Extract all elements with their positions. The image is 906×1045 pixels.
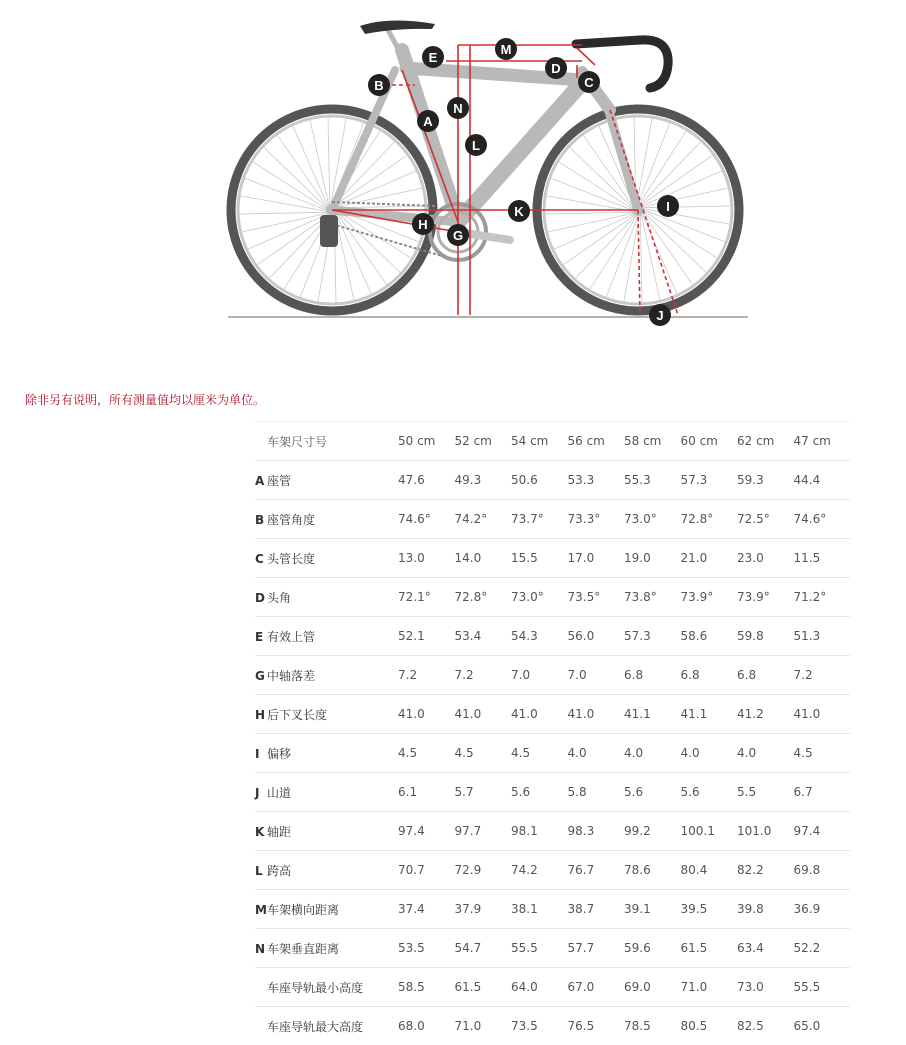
- svg-text:A: A: [423, 114, 433, 129]
- table-cell: 53.4: [455, 617, 512, 656]
- marker-B: [368, 74, 390, 96]
- marker-N: [447, 97, 469, 119]
- table-cell: 7.2: [398, 656, 455, 695]
- table-cell: 55.3: [624, 461, 681, 500]
- table-cell: 74.2°: [455, 500, 512, 539]
- table-cell: 97.4: [398, 812, 455, 851]
- marker-H: [412, 213, 434, 235]
- row-letter: C: [255, 552, 267, 566]
- row-label: [255, 1007, 398, 1045]
- table-cell: 5.6: [681, 773, 738, 812]
- table-cell: 72.5°: [737, 500, 794, 539]
- table-cell: 54.7: [455, 929, 512, 968]
- table-row: [255, 890, 850, 929]
- table-cell: 5.8: [568, 773, 625, 812]
- row-name: 座管: [267, 474, 291, 488]
- table-cell: 55.5: [511, 929, 568, 968]
- table-cell: 58.6: [681, 617, 738, 656]
- table-cell: 19.0: [624, 539, 681, 578]
- table-row: [255, 968, 850, 1007]
- row-name: 车座导轨最大高度: [267, 1020, 363, 1034]
- marker-L: [465, 134, 487, 156]
- table-cell: 51.3: [794, 617, 851, 656]
- row-letter: L: [255, 864, 267, 878]
- bike-frame: [332, 30, 638, 222]
- svg-text:H: H: [418, 217, 427, 232]
- svg-text:B: B: [374, 78, 383, 93]
- table-row: [255, 1007, 850, 1045]
- table-cell: 6.8: [737, 656, 794, 695]
- svg-text:K: K: [514, 204, 524, 219]
- table-cell: 49.3: [455, 461, 512, 500]
- table-row: [255, 617, 850, 656]
- marker-J: [649, 304, 671, 326]
- row-letter: G: [255, 669, 267, 683]
- table-cell: 53.5: [398, 929, 455, 968]
- table-cell: 57.7: [568, 929, 625, 968]
- table-cell: 7.2: [794, 656, 851, 695]
- table-cell: 74.2: [511, 851, 568, 890]
- table-cell: 100.1: [681, 812, 738, 851]
- table-cell: 13.0: [398, 539, 455, 578]
- table-cell: 52.1: [398, 617, 455, 656]
- row-name: 头角: [267, 591, 291, 605]
- table-cell: 73.7°: [511, 500, 568, 539]
- size-header: 56 cm: [568, 422, 625, 461]
- table-cell: 39.5: [681, 890, 738, 929]
- svg-text:G: G: [453, 228, 463, 243]
- marker-I: [657, 195, 679, 217]
- size-header: 54 cm: [511, 422, 568, 461]
- table-cell: 73.9°: [681, 578, 738, 617]
- size-header: 62 cm: [737, 422, 794, 461]
- table-header-row: [255, 422, 850, 461]
- row-letter: D: [255, 591, 267, 605]
- row-label: [255, 812, 398, 851]
- table-cell: 99.2: [624, 812, 681, 851]
- table-row: [255, 695, 850, 734]
- svg-text:C: C: [584, 75, 594, 90]
- table-cell: 41.1: [681, 695, 738, 734]
- table-cell: 82.5: [737, 1007, 794, 1045]
- table-cell: 72.1°: [398, 578, 455, 617]
- table-cell: 74.6°: [794, 500, 851, 539]
- row-letter: K: [255, 825, 267, 839]
- table-cell: 61.5: [681, 929, 738, 968]
- row-letter: M: [255, 903, 267, 917]
- row-letter: N: [255, 942, 267, 956]
- row-label: [255, 461, 398, 500]
- table-cell: 23.0: [737, 539, 794, 578]
- row-letter: A: [255, 474, 267, 488]
- row-name: 轴距: [267, 825, 291, 839]
- row-label: [255, 929, 398, 968]
- table-cell: 59.6: [624, 929, 681, 968]
- table-cell: 69.8: [794, 851, 851, 890]
- table-cell: 59.8: [737, 617, 794, 656]
- table-cell: 73.5°: [568, 578, 625, 617]
- row-label: [255, 617, 398, 656]
- table-cell: 6.7: [794, 773, 851, 812]
- table-cell: 21.0: [681, 539, 738, 578]
- table-cell: 4.5: [511, 734, 568, 773]
- row-label: [255, 734, 398, 773]
- marker-M: [495, 38, 517, 60]
- table-cell: 59.3: [737, 461, 794, 500]
- table-cell: 71.0: [455, 1007, 512, 1045]
- table-cell: 41.0: [794, 695, 851, 734]
- table-row: [255, 851, 850, 890]
- row-name: 车架垂直距离: [267, 942, 339, 956]
- row-name: 车座导轨最小高度: [267, 981, 363, 995]
- marker-E: [422, 46, 444, 68]
- table-row: [255, 656, 850, 695]
- table-cell: 73.9°: [737, 578, 794, 617]
- table-cell: 39.8: [737, 890, 794, 929]
- table-cell: 72.9: [455, 851, 512, 890]
- table-cell: 57.3: [624, 617, 681, 656]
- table-cell: 6.8: [681, 656, 738, 695]
- table-cell: 73.8°: [624, 578, 681, 617]
- row-letter: B: [255, 513, 267, 527]
- svg-text:I: I: [666, 199, 670, 214]
- table-cell: 17.0: [568, 539, 625, 578]
- table-cell: 64.0: [511, 968, 568, 1007]
- table-cell: 6.1: [398, 773, 455, 812]
- table-cell: 4.0: [681, 734, 738, 773]
- table-cell: 80.5: [681, 1007, 738, 1045]
- size-header: 52 cm: [455, 422, 512, 461]
- table-cell: 73.0°: [624, 500, 681, 539]
- table-cell: 58.5: [398, 968, 455, 1007]
- table-cell: 71.0: [681, 968, 738, 1007]
- table-cell: 56.0: [568, 617, 625, 656]
- row-letter: E: [255, 630, 267, 644]
- table-row: [255, 461, 850, 500]
- saddle: [360, 20, 435, 34]
- table-cell: 82.2: [737, 851, 794, 890]
- row-name: 中轴落差: [267, 669, 315, 683]
- table-cell: 4.5: [455, 734, 512, 773]
- table-cell: 80.4: [681, 851, 738, 890]
- row-label: [255, 773, 398, 812]
- table-row: [255, 929, 850, 968]
- table-cell: 4.0: [737, 734, 794, 773]
- row-name: 后下叉长度: [267, 708, 327, 722]
- svg-text:L: L: [472, 138, 480, 153]
- table-cell: 76.7: [568, 851, 625, 890]
- svg-text:J: J: [656, 308, 663, 323]
- table-cell: 5.6: [624, 773, 681, 812]
- table-cell: 11.5: [794, 539, 851, 578]
- table-cell: 67.0: [568, 968, 625, 1007]
- table-cell: 57.3: [681, 461, 738, 500]
- row-label: [255, 500, 398, 539]
- table-cell: 73.5: [511, 1007, 568, 1045]
- svg-text:D: D: [551, 61, 560, 76]
- geometry-table: [255, 421, 850, 1045]
- table-cell: 69.0: [624, 968, 681, 1007]
- row-letter: H: [255, 708, 267, 722]
- table-cell: 72.8°: [681, 500, 738, 539]
- table-cell: 74.6°: [398, 500, 455, 539]
- table-row: [255, 773, 850, 812]
- table-cell: 98.1: [511, 812, 568, 851]
- header-label: 车架尺寸号: [255, 422, 398, 461]
- row-label: [255, 695, 398, 734]
- table-cell: 65.0: [794, 1007, 851, 1045]
- table-cell: 5.5: [737, 773, 794, 812]
- marker-G: [447, 224, 469, 246]
- table-cell: 76.5: [568, 1007, 625, 1045]
- row-label: [255, 656, 398, 695]
- table-row: [255, 539, 850, 578]
- table-cell: 4.0: [568, 734, 625, 773]
- table-cell: 5.6: [511, 773, 568, 812]
- table-cell: 53.3: [568, 461, 625, 500]
- row-name: 偏移: [267, 747, 291, 761]
- svg-text:N: N: [453, 101, 462, 116]
- table-cell: 15.5: [511, 539, 568, 578]
- size-header: 58 cm: [624, 422, 681, 461]
- table-cell: 39.1: [624, 890, 681, 929]
- marker-A: [417, 110, 439, 132]
- bike-geometry-diagram: [220, 10, 760, 335]
- table-cell: 7.2: [455, 656, 512, 695]
- table-cell: 47.6: [398, 461, 455, 500]
- row-name: 山道: [267, 786, 291, 800]
- table-cell: 73.0: [737, 968, 794, 1007]
- table-cell: 38.1: [511, 890, 568, 929]
- table-cell: 41.0: [455, 695, 512, 734]
- table-cell: 7.0: [511, 656, 568, 695]
- marker-D: [545, 57, 567, 79]
- table-cell: 37.9: [455, 890, 512, 929]
- table-row: [255, 500, 850, 539]
- table-row: [255, 734, 850, 773]
- table-cell: 7.0: [568, 656, 625, 695]
- table-cell: 5.7: [455, 773, 512, 812]
- row-label: [255, 890, 398, 929]
- table-cell: 63.4: [737, 929, 794, 968]
- size-header: 50 cm: [398, 422, 455, 461]
- table-cell: 38.7: [568, 890, 625, 929]
- table-cell: 54.3: [511, 617, 568, 656]
- table-row: [255, 578, 850, 617]
- row-letter: J: [255, 786, 267, 800]
- table-cell: 36.9: [794, 890, 851, 929]
- table-cell: 73.3°: [568, 500, 625, 539]
- table-cell: 50.6: [511, 461, 568, 500]
- table-cell: 41.0: [511, 695, 568, 734]
- table-cell: 4.0: [624, 734, 681, 773]
- table-cell: 52.2: [794, 929, 851, 968]
- rear-derailleur: [320, 215, 338, 247]
- row-name: 车架横向距离: [267, 903, 339, 917]
- table-cell: 97.7: [455, 812, 512, 851]
- table-cell: 68.0: [398, 1007, 455, 1045]
- table-cell: 72.8°: [455, 578, 512, 617]
- row-name: 座管角度: [267, 513, 315, 527]
- table-cell: 4.5: [794, 734, 851, 773]
- marker-C: [578, 71, 600, 93]
- table-cell: 41.0: [398, 695, 455, 734]
- table-cell: 71.2°: [794, 578, 851, 617]
- table-cell: 78.5: [624, 1007, 681, 1045]
- svg-text:E: E: [429, 50, 438, 65]
- row-label: [255, 851, 398, 890]
- table-cell: 41.0: [568, 695, 625, 734]
- row-name: 头管长度: [267, 552, 315, 566]
- row-name: 跨高: [267, 864, 291, 878]
- row-label: [255, 968, 398, 1007]
- svg-text:M: M: [501, 42, 512, 57]
- table-cell: 4.5: [398, 734, 455, 773]
- row-name: 有效上管: [267, 630, 315, 644]
- size-header: 60 cm: [681, 422, 738, 461]
- marker-K: [508, 200, 530, 222]
- table-row: [255, 812, 850, 851]
- table-cell: 70.7: [398, 851, 455, 890]
- table-cell: 61.5: [455, 968, 512, 1007]
- row-label: [255, 578, 398, 617]
- table-cell: 37.4: [398, 890, 455, 929]
- table-cell: 101.0: [737, 812, 794, 851]
- row-letter: I: [255, 747, 267, 761]
- table-cell: 98.3: [568, 812, 625, 851]
- table-cell: 73.0°: [511, 578, 568, 617]
- table-cell: 78.6: [624, 851, 681, 890]
- table-cell: 97.4: [794, 812, 851, 851]
- units-note: 除非另有说明，所有测量值均以厘米为单位。: [25, 391, 265, 408]
- row-label: [255, 539, 398, 578]
- table-cell: 44.4: [794, 461, 851, 500]
- table-cell: 6.8: [624, 656, 681, 695]
- table-cell: 41.2: [737, 695, 794, 734]
- table-cell: 14.0: [455, 539, 512, 578]
- table-cell: 55.5: [794, 968, 851, 1007]
- size-header: 47 cm: [794, 422, 851, 461]
- table-cell: 41.1: [624, 695, 681, 734]
